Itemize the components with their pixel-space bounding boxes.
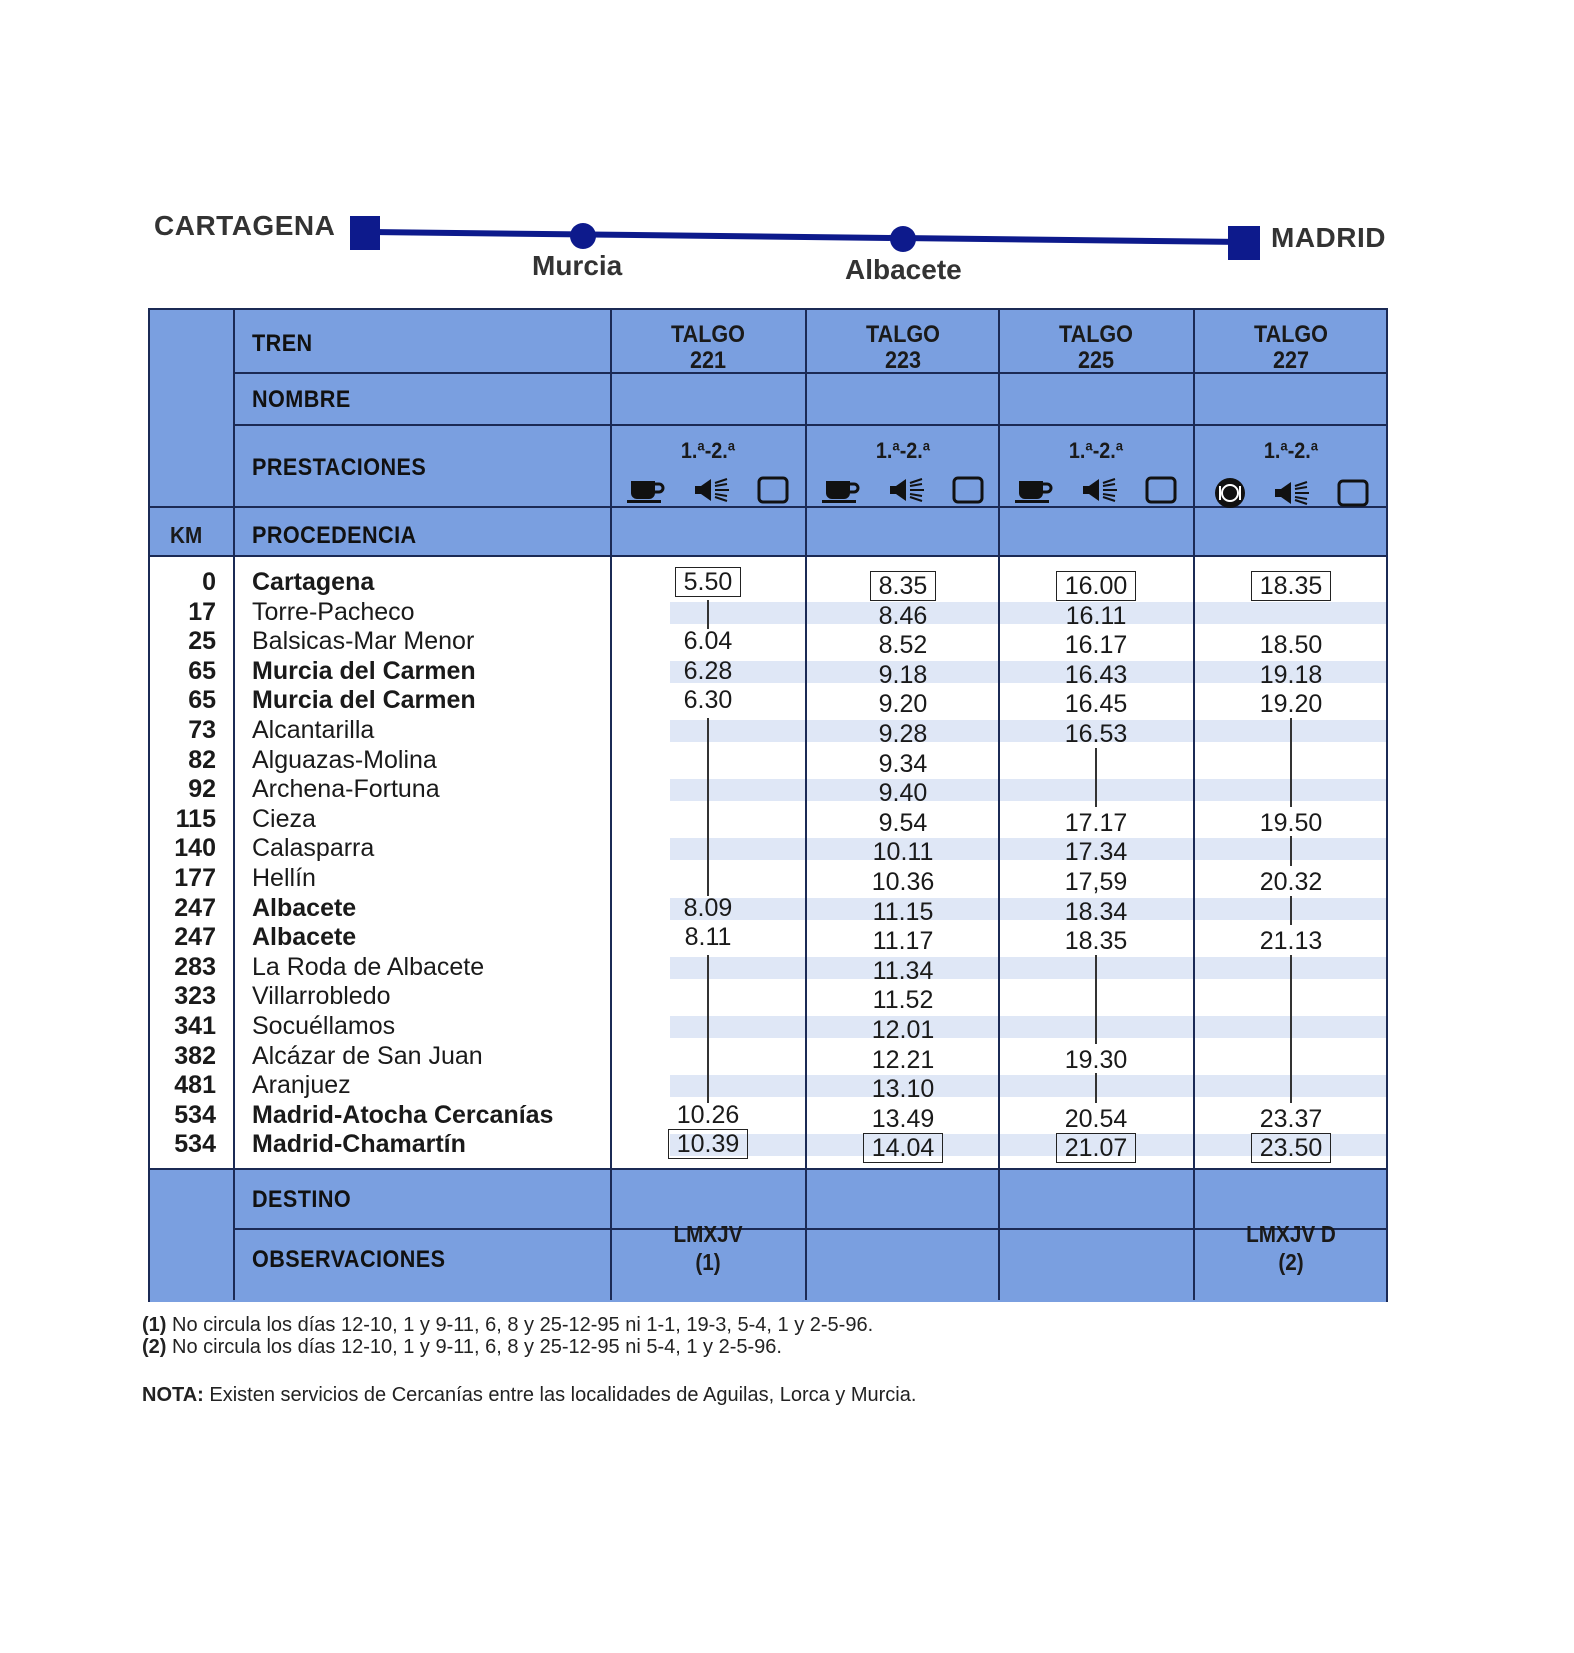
stop-time	[1001, 661, 1191, 690]
screen-icon	[1337, 479, 1369, 512]
passes-through-mark	[707, 748, 709, 778]
departure-time	[1001, 572, 1191, 601]
stop-time	[808, 631, 998, 660]
station-row	[150, 716, 610, 745]
station-row	[150, 1012, 610, 1041]
route-destination: MADRID	[1271, 222, 1386, 253]
passes-through-mark	[1290, 836, 1292, 866]
train-services	[808, 476, 998, 509]
time-value: 20.54	[1064, 1104, 1128, 1133]
station-km: 382	[174, 1041, 216, 1070]
train-observations	[1206, 1220, 1377, 1276]
station-name: Alguazas-Molina	[252, 745, 437, 774]
footnote-mark: (1)	[142, 1314, 167, 1336]
time-value: 6.30	[683, 686, 733, 715]
station-name: Balsicas-Mar Menor	[252, 627, 475, 656]
stop-time	[613, 627, 803, 656]
nota-text: Existen servicios de Cercanías entre las localidades de Aguilas, Lorca y Murcia.	[203, 1384, 917, 1406]
time-value: 18.34	[1064, 897, 1128, 926]
stop-time	[808, 1016, 998, 1045]
passes-through-mark	[1095, 1073, 1097, 1103]
departure-time	[1196, 572, 1386, 601]
stop-time	[808, 690, 998, 719]
stop-time	[808, 779, 998, 808]
route-diagram	[0, 0, 1574, 300]
time-value: 18.35	[1251, 571, 1332, 601]
station-km: 534	[174, 1130, 216, 1159]
label-tren: TREN	[252, 330, 313, 357]
label-prestaciones: PRESTACIONES	[252, 454, 427, 481]
station-name: Socuéllamos	[252, 1012, 396, 1040]
stop-time	[1196, 631, 1386, 660]
station-name: La Roda de Albacete	[252, 952, 485, 981]
arrival-time	[1196, 1134, 1386, 1163]
station-km: 65	[188, 686, 216, 715]
stop-time	[808, 1105, 998, 1134]
time-value: 21.13	[1259, 927, 1323, 956]
passes-through-mark	[1290, 748, 1292, 778]
time-value: 23.37	[1259, 1104, 1323, 1133]
station-row	[150, 686, 610, 715]
departure-time	[613, 568, 803, 597]
time-value: 17.17	[1064, 808, 1128, 837]
station-km: 247	[174, 923, 216, 952]
grid-line	[1193, 310, 1195, 1300]
route-stop-albacete: Albacete	[845, 254, 962, 285]
stop-time	[1196, 690, 1386, 719]
station-km: 0	[202, 568, 216, 596]
passes-through-mark	[1290, 984, 1292, 1014]
station-km: 115	[175, 804, 216, 833]
stop-time	[1001, 602, 1191, 631]
footnote-1	[142, 1314, 873, 1336]
train-type: TALGO	[671, 321, 745, 348]
passes-through-mark	[707, 718, 709, 748]
stop-time	[1001, 1046, 1191, 1075]
time-value: 11.17	[872, 927, 934, 956]
time-value: 13.49	[871, 1104, 935, 1133]
grid-line	[998, 310, 1000, 1300]
passes-through-mark	[1290, 1014, 1292, 1044]
passes-through-mark	[1290, 1073, 1292, 1103]
station-km: 140	[174, 834, 216, 863]
station-km: 323	[174, 982, 216, 1011]
albacete-stop-marker	[890, 226, 916, 252]
train-number: 227	[1272, 347, 1310, 374]
station-km: 177	[174, 864, 216, 892]
time-value: 9.40	[878, 779, 928, 808]
coffee-cup-icon	[822, 477, 862, 508]
time-value: 17,59	[1064, 868, 1128, 896]
station-name: Albacete	[252, 923, 357, 952]
stop-time	[1001, 720, 1191, 749]
station-name: Alcantarilla	[252, 716, 375, 744]
passes-through-mark	[1290, 955, 1292, 985]
station-row	[150, 627, 610, 656]
train-number: 221	[689, 347, 727, 374]
row-stripe	[670, 1075, 1386, 1097]
passes-through-mark	[707, 1073, 709, 1103]
stop-time	[1196, 1105, 1386, 1134]
passes-through-mark	[707, 1014, 709, 1044]
time-value: 16.53	[1064, 720, 1128, 748]
stop-time	[613, 1101, 803, 1130]
stop-time	[1001, 868, 1191, 897]
footnotes	[142, 1314, 873, 1358]
station-row	[150, 864, 610, 893]
arrival-time	[1001, 1134, 1191, 1163]
passes-through-mark	[1290, 1044, 1292, 1074]
coffee-cup-icon	[1015, 477, 1055, 508]
station-name: Madrid-Chamartín	[252, 1130, 466, 1159]
stop-time	[808, 661, 998, 690]
stop-time	[808, 986, 998, 1015]
station-km: 17	[188, 597, 216, 626]
time-value: 9.54	[878, 808, 928, 837]
screen-icon	[952, 476, 984, 509]
speaker-icon	[888, 477, 926, 508]
passes-through-mark	[1290, 718, 1292, 748]
time-value: 10.36	[871, 868, 935, 896]
row-stripe	[670, 1016, 1386, 1038]
time-value: 16.11	[1065, 601, 1127, 630]
grid-line	[805, 310, 807, 1300]
stop-time	[1001, 809, 1191, 838]
time-value: 8.11	[684, 923, 732, 952]
time-value: 19.50	[1259, 808, 1323, 837]
station-km: 82	[188, 745, 216, 774]
label-observaciones: OBSERVACIONES	[252, 1246, 446, 1273]
grid-line	[235, 424, 1386, 426]
time-value: 18.35	[1064, 927, 1128, 956]
passes-through-mark	[707, 1044, 709, 1074]
passes-through-mark	[1095, 748, 1097, 778]
station-name: Alcázar de San Juan	[252, 1041, 483, 1070]
label-procedencia: PROCEDENCIA	[252, 522, 417, 549]
station-name: Hellín	[252, 864, 316, 892]
time-value: 9.28	[878, 720, 928, 748]
train-header	[1011, 322, 1182, 374]
station-row	[150, 1130, 610, 1159]
label-nombre: NOMBRE	[252, 386, 351, 413]
label-km: KM	[170, 522, 203, 548]
station-row	[150, 1071, 610, 1100]
time-value: 9.20	[878, 690, 928, 719]
time-value: 12.21	[871, 1045, 935, 1074]
station-km: 65	[188, 656, 216, 685]
station-km: 247	[174, 893, 216, 922]
time-value: 13.10	[871, 1075, 935, 1104]
station-row	[150, 568, 610, 597]
timetable	[148, 308, 1388, 1302]
station-name: Albacete	[252, 893, 357, 922]
murcia-stop-marker	[570, 223, 596, 249]
time-value: 16.17	[1064, 631, 1128, 660]
screen-icon	[757, 476, 789, 509]
time-value: 9.18	[878, 660, 928, 689]
time-value: 6.28	[683, 656, 733, 685]
origin-terminal-marker	[350, 216, 380, 250]
train-number: 223	[884, 347, 922, 374]
train-header	[1206, 322, 1377, 374]
time-value: 14.04	[863, 1133, 944, 1163]
station-name: Aranjuez	[252, 1071, 351, 1100]
time-value: 10.26	[676, 1100, 740, 1129]
speaker-icon	[1273, 480, 1311, 511]
train-type: TALGO	[1254, 321, 1328, 348]
train-type: TALGO	[1059, 321, 1133, 348]
coffee-cup-icon	[627, 477, 667, 508]
station-name: Calasparra	[252, 834, 375, 863]
passes-through-mark	[1290, 896, 1292, 926]
time-value: 20.32	[1259, 868, 1323, 896]
stop-time	[1001, 1105, 1191, 1134]
train-type: TALGO	[866, 321, 940, 348]
station-km: 534	[174, 1100, 216, 1129]
time-value: 16.45	[1064, 690, 1128, 719]
stop-time	[808, 1075, 998, 1104]
route-stop-murcia: Murcia	[532, 250, 623, 281]
route-line	[0, 0, 1574, 300]
time-value: 19.18	[1259, 660, 1323, 689]
stop-time	[1001, 927, 1191, 956]
station-km: 341	[174, 1012, 216, 1040]
station-row	[150, 775, 610, 804]
time-value: 9.34	[878, 749, 928, 778]
row-stripe	[670, 957, 1386, 979]
footnote-2	[142, 1336, 873, 1358]
stop-time	[808, 868, 998, 897]
stop-time	[1001, 631, 1191, 660]
screen-icon	[1145, 476, 1177, 509]
stop-time	[1001, 898, 1191, 927]
station-km: 25	[188, 627, 216, 656]
label-destino: DESTINO	[252, 1186, 352, 1213]
stop-time	[1196, 927, 1386, 956]
time-value: 8.52	[878, 631, 928, 660]
station-name: Murcia del Carmen	[252, 686, 476, 715]
passes-through-mark	[1095, 777, 1097, 807]
time-value: 23.50	[1251, 1133, 1332, 1163]
time-value: 19.30	[1064, 1045, 1128, 1074]
passes-through-mark	[1290, 777, 1292, 807]
time-value: 11.15	[872, 897, 934, 926]
passes-through-mark	[707, 807, 709, 837]
time-value: 12.01	[871, 1016, 935, 1044]
stop-time	[808, 602, 998, 631]
station-row	[150, 982, 610, 1011]
stop-time	[613, 894, 803, 923]
time-value: 19.20	[1259, 690, 1323, 719]
destination-terminal-marker	[1228, 226, 1260, 260]
station-row	[150, 1101, 610, 1130]
station-name: Torre-Pacheco	[252, 597, 415, 626]
passes-through-mark	[707, 955, 709, 985]
station-row	[150, 894, 610, 923]
station-km: 92	[188, 775, 216, 804]
train-class: 1.ª-2.ª	[1263, 438, 1319, 463]
train-observations	[623, 1220, 794, 1276]
stop-time	[613, 657, 803, 686]
passes-through-mark	[707, 866, 709, 896]
train-services	[613, 476, 803, 509]
time-value: 8.09	[683, 893, 733, 922]
restaurant-icon	[1213, 476, 1247, 515]
speaker-icon	[693, 477, 731, 508]
station-name: Villarrobledo	[252, 982, 391, 1011]
train-services	[1001, 476, 1191, 509]
time-value: 10.39	[668, 1129, 749, 1159]
grid-line	[150, 555, 1386, 557]
station-name: Archena-Fortuna	[252, 775, 440, 804]
stop-time	[808, 720, 998, 749]
time-value: 16.43	[1064, 660, 1128, 689]
departure-time	[808, 572, 998, 601]
obs-days: LMXJV D	[1246, 1221, 1336, 1247]
obs-days: LMXJV	[673, 1221, 743, 1247]
station-row	[150, 953, 610, 982]
arrival-time	[808, 1134, 998, 1163]
nota	[142, 1384, 916, 1407]
train-number: 225	[1077, 347, 1115, 374]
stop-time	[808, 927, 998, 956]
passes-through-mark	[707, 984, 709, 1014]
station-row	[150, 657, 610, 686]
train-header	[623, 322, 794, 374]
stop-time	[613, 923, 803, 952]
station-row	[150, 1042, 610, 1071]
station-row	[150, 746, 610, 775]
passes-through-mark	[1095, 984, 1097, 1014]
stop-time	[613, 686, 803, 715]
time-value: 11.34	[872, 956, 934, 985]
stop-time	[808, 809, 998, 838]
stop-time	[808, 1046, 998, 1075]
time-value: 16.00	[1056, 571, 1137, 601]
speaker-icon	[1081, 477, 1119, 508]
passes-through-mark	[1095, 1014, 1097, 1044]
stop-time	[1001, 690, 1191, 719]
passes-through-mark	[707, 777, 709, 807]
station-km: 73	[188, 716, 216, 744]
time-value: 6.04	[683, 627, 733, 656]
route-origin: CARTAGENA	[154, 210, 336, 241]
stop-time	[808, 750, 998, 779]
passes-through-mark	[707, 600, 709, 630]
passes-through-mark	[707, 836, 709, 866]
passes-through-mark	[1095, 955, 1097, 985]
station-km: 481	[174, 1071, 216, 1100]
time-value: 18.50	[1259, 631, 1323, 660]
time-value: 8.46	[878, 601, 928, 630]
time-value: 11.52	[872, 986, 934, 1015]
stop-time	[1196, 868, 1386, 897]
stop-time	[1196, 809, 1386, 838]
grid-line	[610, 310, 612, 1300]
obs-note: (1)	[695, 1249, 721, 1275]
train-class: 1.ª-2.ª	[680, 438, 736, 463]
stop-time	[1001, 838, 1191, 867]
time-value: 8.35	[870, 571, 937, 601]
arrival-time	[613, 1130, 803, 1159]
footnote-text: No circula los días 12-10, 1 y 9-11, 6, 8 y 25-12-95 ni 1-1, 19-3, 5-4, 1 y 2-5-96.	[166, 1314, 874, 1336]
train-services	[1196, 476, 1386, 515]
obs-note: (2)	[1278, 1249, 1304, 1275]
time-value: 21.07	[1056, 1133, 1137, 1163]
station-row	[150, 598, 610, 627]
nota-label: NOTA:	[142, 1384, 204, 1406]
station-name: Murcia del Carmen	[252, 656, 476, 685]
station-name: Cieza	[252, 804, 316, 833]
station-km: 283	[174, 952, 216, 981]
grid-line	[150, 1168, 1386, 1170]
train-class: 1.ª-2.ª	[1068, 438, 1124, 463]
station-row	[150, 834, 610, 863]
stop-time	[1196, 661, 1386, 690]
time-value: 17.34	[1064, 838, 1128, 867]
stop-time	[808, 898, 998, 927]
station-name: Cartagena	[252, 568, 375, 596]
stop-time	[808, 838, 998, 867]
stop-time	[808, 957, 998, 986]
station-row	[150, 923, 610, 952]
train-class: 1.ª-2.ª	[875, 438, 931, 463]
time-value: 5.50	[675, 567, 742, 597]
train-header	[818, 322, 989, 374]
row-stripe	[670, 779, 1386, 801]
time-value: 10.11	[872, 838, 934, 867]
station-row	[150, 805, 610, 834]
footnote-mark: (2)	[142, 1336, 167, 1358]
station-name: Madrid-Atocha Cercanías	[252, 1100, 554, 1129]
footnote-text: No circula los días 12-10, 1 y 9-11, 6, 8 y 25-12-95 ni 5-4, 1 y 2-5-96.	[166, 1336, 782, 1358]
